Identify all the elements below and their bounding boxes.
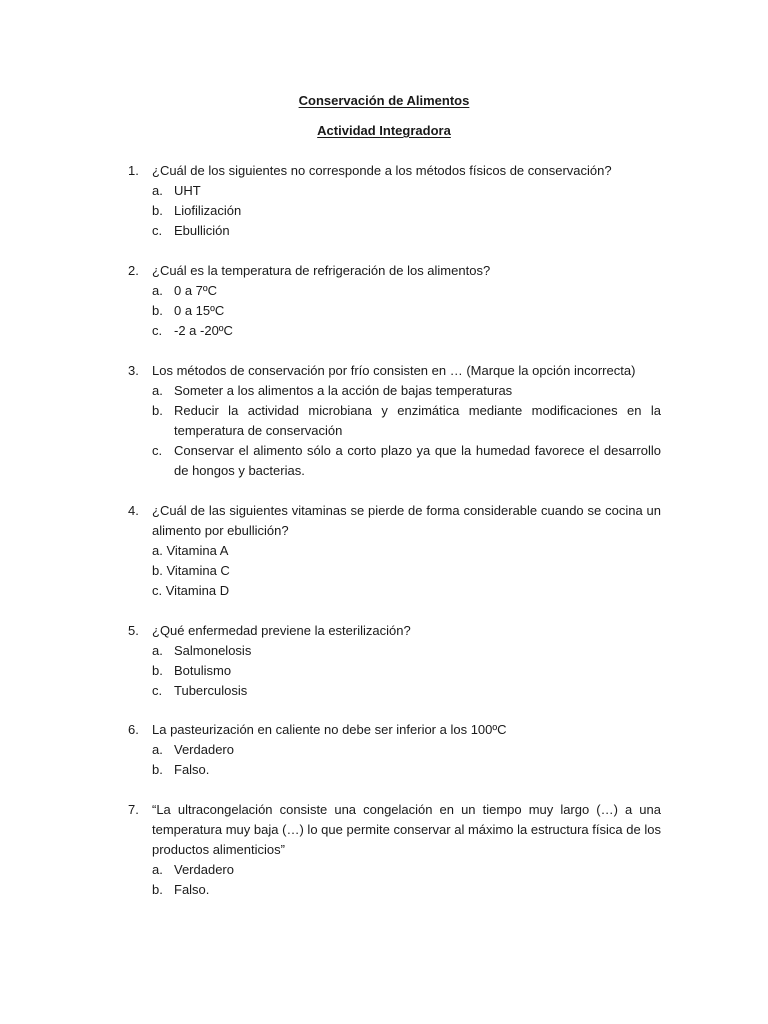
option-text: UHT — [174, 183, 201, 198]
option-item — [128, 581, 661, 601]
option-letter: a. — [152, 643, 163, 658]
option-list — [128, 281, 661, 341]
option-item — [128, 441, 661, 481]
question-text: ¿Qué enfermedad previene la esterilización? — [152, 623, 411, 638]
question-7 — [128, 800, 661, 900]
option-letter: b. — [152, 403, 163, 418]
option-letter: b. — [152, 882, 163, 897]
option-text: Verdadero — [174, 742, 234, 757]
option-letter: b. — [152, 303, 163, 318]
option-letter: a. — [152, 862, 163, 877]
option-text: Tuberculosis — [174, 683, 248, 698]
question-number: 3. — [128, 363, 139, 378]
question-number: 6. — [128, 722, 139, 737]
question-number: 4. — [128, 503, 139, 518]
option-text: Botulismo — [174, 663, 232, 678]
option-letter: c. — [152, 583, 163, 598]
option-item — [128, 740, 661, 760]
option-letter: c. — [152, 223, 163, 238]
option-text: Vitamina C — [166, 563, 230, 578]
option-item — [128, 641, 661, 661]
option-letter: a. — [152, 543, 163, 558]
option-item — [128, 301, 661, 321]
option-text: Verdadero — [174, 862, 234, 877]
option-letter: b. — [152, 762, 163, 777]
option-list — [128, 541, 661, 601]
option-letter: b. — [152, 663, 163, 678]
option-item — [128, 181, 661, 201]
option-letter: b. — [152, 203, 163, 218]
question-text: ¿Cuál de las siguientes vitaminas se pierde de forma considerable cuando se cocina un alimento por ebullición? — [152, 503, 661, 538]
document-subtitle: Actividad Integradora — [317, 123, 451, 138]
option-item — [128, 221, 661, 241]
option-item — [128, 681, 661, 701]
option-list — [128, 381, 661, 481]
question-number: 1. — [128, 163, 139, 178]
option-list — [128, 181, 661, 241]
option-letter: a. — [152, 183, 163, 198]
question-text: Los métodos de conservación por frío consisten en … (Marque la opción incorrecta) — [152, 363, 636, 378]
option-text: Falso. — [174, 762, 210, 777]
option-text: Conservar el alimento sólo a corto plazo ya que la humedad favorece el desarrollo de hongos y bacterias. — [174, 443, 661, 478]
option-item — [128, 661, 661, 681]
option-list — [128, 860, 661, 900]
option-letter: c. — [152, 323, 163, 338]
option-item — [128, 321, 661, 341]
option-letter: c. — [152, 683, 163, 698]
option-item — [128, 201, 661, 221]
option-item — [128, 281, 661, 301]
option-item — [128, 561, 661, 581]
question-6 — [128, 720, 661, 780]
option-text: Vitamina D — [165, 583, 230, 598]
question-number: 7. — [128, 802, 139, 817]
option-text: Someter a los alimentos a la acción de bajas temperaturas — [174, 383, 513, 398]
option-item — [128, 401, 661, 441]
question-1 — [128, 161, 661, 241]
document-title: Conservación de Alimentos — [298, 93, 470, 108]
question-text: ¿Cuál es la temperatura de refrigeración de los alimentos? — [152, 263, 491, 278]
option-letter: b. — [152, 563, 163, 578]
option-item — [128, 541, 661, 561]
question-4 — [128, 501, 661, 601]
option-text: 0 a 7ºC — [174, 283, 218, 298]
question-2 — [128, 261, 661, 341]
question-number: 2. — [128, 263, 139, 278]
option-letter: a. — [152, 283, 163, 298]
option-item — [128, 860, 661, 880]
question-5 — [128, 621, 661, 701]
option-item — [128, 760, 661, 780]
option-text: Vitamina A — [166, 543, 229, 558]
question-3 — [128, 361, 661, 481]
option-text: Liofilización — [174, 203, 242, 218]
option-item — [128, 880, 661, 900]
option-list — [128, 641, 661, 701]
option-list — [128, 740, 661, 780]
option-text: 0 a 15ºC — [174, 303, 225, 318]
option-letter: a. — [152, 383, 163, 398]
question-text: “La ultracongelación consiste una congelación en un tiempo muy largo (…) a una temperatura muy baja (…) lo que permite conservar al máximo la estructura física de los productos alimenticios” — [152, 802, 661, 857]
question-text: La pasteurización en caliente no debe ser inferior a los 100ºC — [152, 722, 507, 737]
question-text: ¿Cuál de los siguientes no corresponde a los métodos físicos de conservación? — [152, 163, 612, 178]
option-letter: a. — [152, 742, 163, 757]
option-item — [128, 381, 661, 401]
option-letter: c. — [152, 443, 163, 458]
question-number: 5. — [128, 623, 139, 638]
option-text: -2 a -20ºC — [174, 323, 233, 338]
option-text: Ebullición — [174, 223, 230, 238]
option-text: Falso. — [174, 882, 210, 897]
option-text: Reducir la actividad microbiana y enzimática mediante modificaciones en la temperatura de conservación — [174, 403, 661, 438]
option-text: Salmonelosis — [174, 643, 252, 658]
